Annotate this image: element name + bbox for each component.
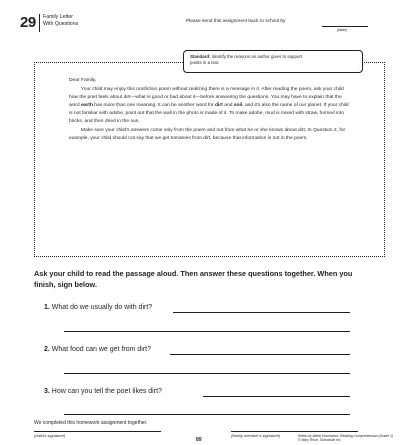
standard-text: Identify the reasons an author gives to support <box>211 54 303 59</box>
answer-line[interactable] <box>170 354 350 355</box>
answer-line[interactable] <box>173 312 350 313</box>
date-field[interactable] <box>322 26 368 27</box>
question-text: What food can we get from dirt? <box>51 346 152 353</box>
lesson-title <box>43 14 78 28</box>
answer-line[interactable] <box>64 331 350 332</box>
credit-line-1: Week-by-Week Homework: Reading Comprehension (Grade 1) <box>298 434 394 438</box>
lesson-title-line1: Family Letter <box>43 14 73 20</box>
question-1 <box>44 304 152 311</box>
answer-line[interactable] <box>64 373 350 374</box>
header-divider <box>39 14 40 32</box>
letter-text: , and it's also the name of our planet. If your child is not familiar with adobe, point out that the wall in the photo is made of it. To make adobe, mud is mixed with straw, formed into bricks, and then dried in the sun. <box>69 103 349 125</box>
standard-callout <box>183 50 363 73</box>
question-text: How can you tell the poet likes dirt? <box>49 388 162 395</box>
letter-emphasis-earth: earth <box>80 103 93 109</box>
family-letter <box>34 62 385 257</box>
family-signature-line[interactable] <box>231 431 358 432</box>
letter-emphasis-soil: soil <box>233 103 243 109</box>
answer-line[interactable] <box>203 396 350 397</box>
letter-paragraph-1 <box>69 86 352 126</box>
question-number: 3. <box>44 388 50 395</box>
letter-emphasis-dirt: dirt <box>215 103 223 109</box>
question-text: What do we usually do with dirt? <box>51 304 153 311</box>
lesson-title-line2: With Questions <box>43 21 79 27</box>
letter-text: has more than one meaning. It can be another word for <box>92 103 216 109</box>
letter-text: Your child may enjoy this nonfiction poem without realizing there is a message in it. After reading the poem, ask your child how the poet feels about dirt—what is good or bad about it—before answering the questions. You may have to explain that the word <box>69 87 344 109</box>
letter-paragraph-2: Make sure your child's answers come only from the poem and not from what he or she knows about dirt. In Question 2, for example, your child should not say that we get tomatoes from dirt, because that information is not in the poem. <box>69 127 346 141</box>
send-back-instruction: Please send this assignment back to school by <box>186 19 286 24</box>
page-number: 89 <box>196 437 202 443</box>
credit-line-2: © Mary Rose, Scholastic Inc. <box>298 438 342 443</box>
standard-label: Standard: <box>190 54 211 59</box>
family-signature-label: (family member's signature) <box>231 433 281 438</box>
letter-greeting: Dear Family, <box>69 78 97 83</box>
letter-text: and <box>222 103 234 109</box>
credit <box>298 434 393 443</box>
standard-line-2: points in a text. <box>190 60 220 65</box>
date-label: (date) <box>337 28 347 32</box>
directions: Ask your child to read the passage aloud. Then answer these questions together. When you finish, sign below. <box>34 269 353 289</box>
question-2 <box>44 346 151 353</box>
question-number: 2. <box>44 346 50 353</box>
answer-line[interactable] <box>64 414 350 415</box>
lesson-number: 29 <box>20 14 36 31</box>
completion-statement: We completed this homework assignment together. <box>34 420 148 426</box>
child-signature-label: (child's signature) <box>34 433 66 438</box>
child-signature-line[interactable] <box>34 431 161 432</box>
question-3 <box>44 388 162 395</box>
question-number: 1. <box>44 304 50 311</box>
